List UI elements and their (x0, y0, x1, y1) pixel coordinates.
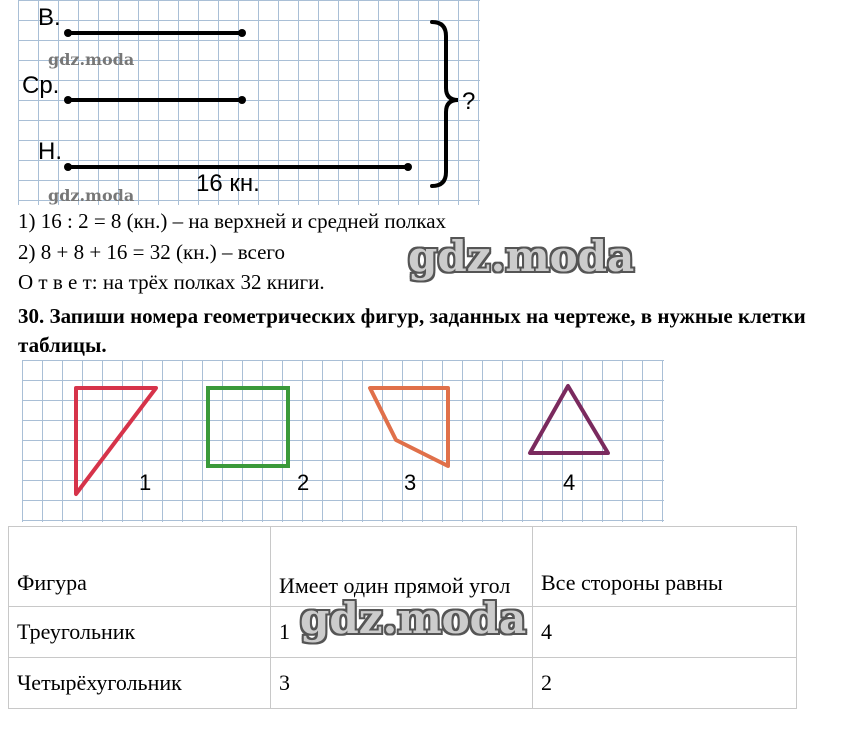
question-mark: ? (462, 88, 476, 115)
shelf-label-bottom: Н. (38, 138, 62, 165)
figure-3-quadrilateral (370, 388, 448, 466)
figure-number-1: 1 (139, 470, 152, 495)
header-right-angle: Имеет один прямой угол (271, 527, 533, 607)
figures-grid (22, 360, 664, 522)
watermark-large-2: gdz.moda (300, 594, 527, 643)
segment-diagram (18, 0, 480, 205)
row-2-equal-sides: 2 (533, 658, 797, 709)
figure-number-2: 2 (297, 470, 310, 495)
header-equal-sides: Все стороны равны (533, 527, 797, 607)
shelf-label-middle: Ср. (22, 72, 60, 99)
bottom-quantity-label: 16 кн. (196, 170, 260, 197)
figure-2-square (208, 388, 288, 466)
task-text: 30. Запиши номера геометрических фигур, заданных на чертеже, в нужные клетки таблицы. (18, 304, 806, 357)
header-figure: Фигура (9, 527, 271, 607)
solution-step-1: 1) 16 : 2 = 8 (кн.) – на верхней и средней полках (18, 209, 447, 233)
watermark-small-2: gdz.moda (48, 186, 135, 205)
figure-4-triangle (530, 386, 608, 453)
answer-line: О т в е т: на трёх полках 32 книги. (18, 270, 325, 294)
row-2-figure: Четырёхугольник (9, 658, 271, 709)
watermark-small-1: gdz.moda (48, 50, 135, 69)
solution-step-2: 2) 8 + 8 + 16 = 32 (кн.) – всего (18, 240, 285, 264)
figure-number-4: 4 (563, 470, 576, 495)
shelf-label-top: В. (38, 4, 61, 31)
row-1-right-angle: 1 (271, 607, 533, 658)
row-2-right-angle: 3 (271, 658, 533, 709)
row-1-figure: Треугольник (9, 607, 271, 658)
figure-number-3: 3 (404, 470, 417, 495)
table-row (9, 658, 797, 709)
watermark-large-1: gdz.moda (408, 232, 635, 281)
row-1-equal-sides: 4 (533, 607, 797, 658)
